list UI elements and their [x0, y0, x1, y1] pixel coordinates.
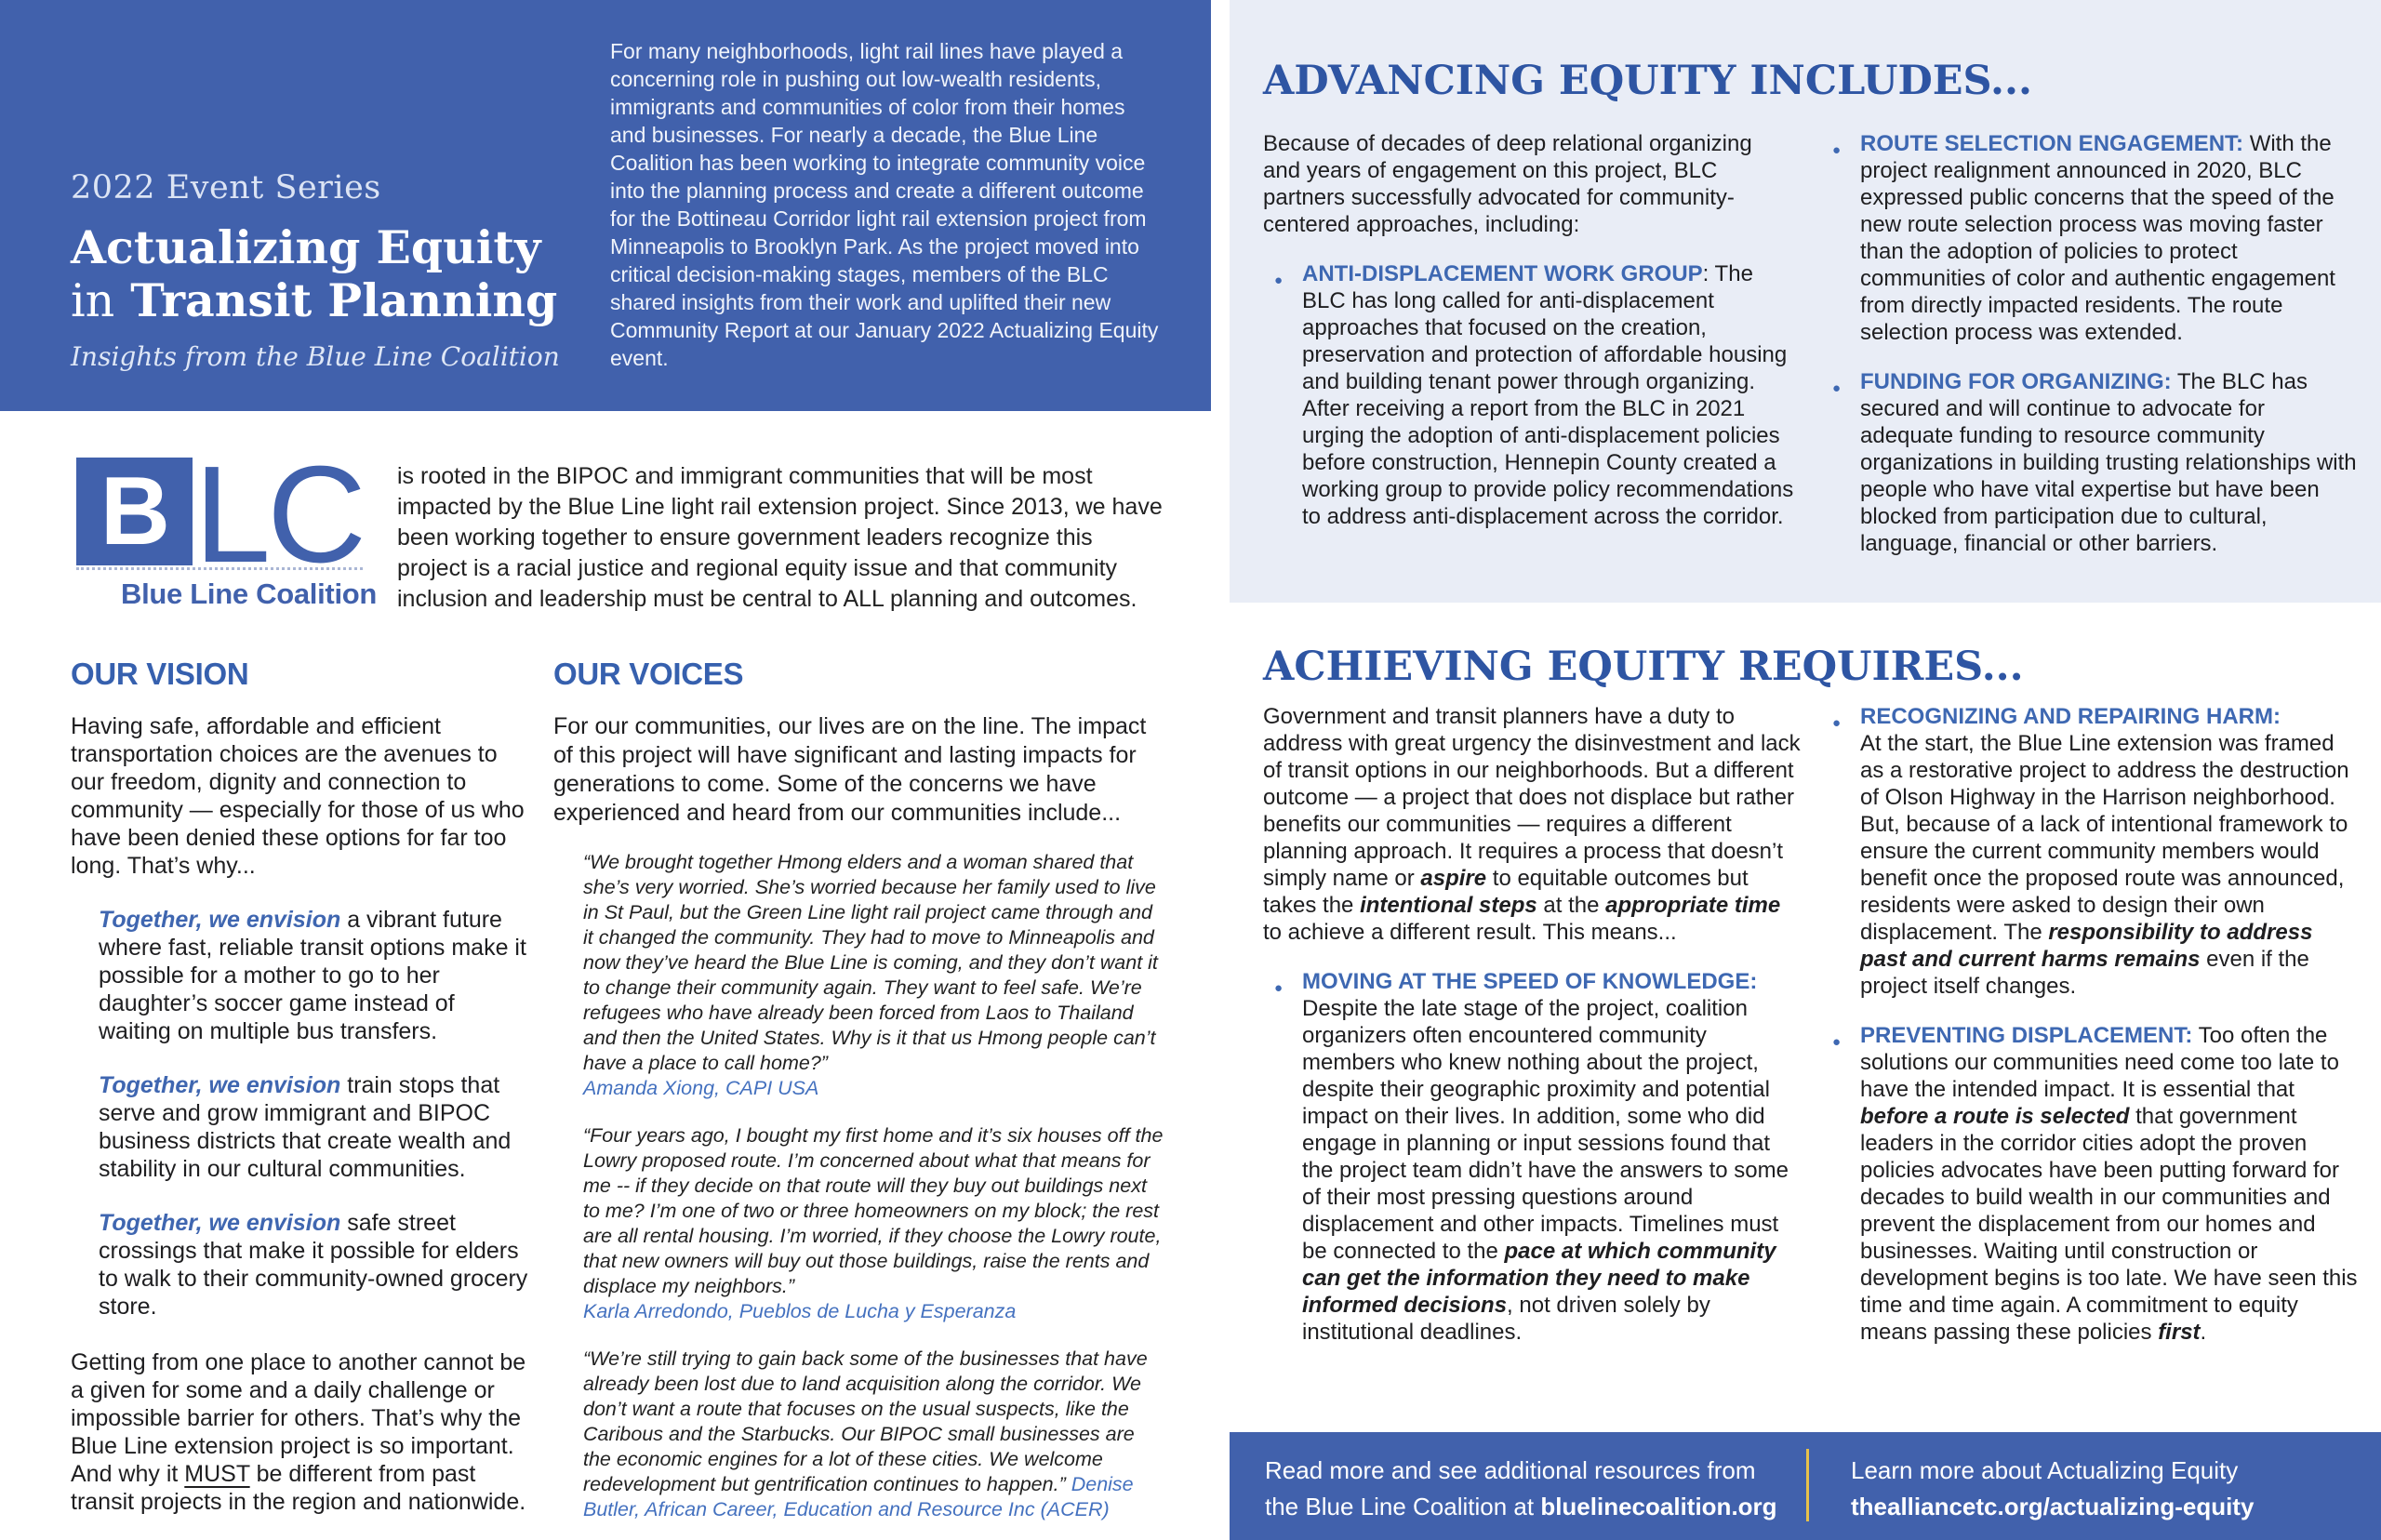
community-quote — [553, 1347, 1164, 1522]
title-line2-bold: Transit Planning — [130, 273, 558, 327]
title-block — [71, 169, 560, 372]
bullet-label: RECOGNIZING AND REPAIRING HARM: — [1860, 704, 2281, 729]
bullet-label: MOVING AT THE SPEED OF KNOWLEDGE: — [1302, 969, 1758, 994]
footer-left-line2 — [1265, 1489, 1777, 1525]
footer-bar — [1230, 1432, 2381, 1540]
bullet-icon: ● — [1832, 1034, 1842, 1050]
bullet-icon: ● — [1274, 980, 1284, 996]
blc-logo — [76, 438, 378, 611]
voices-intro-paragraph: For our communities, our lives are on the line. The impact of this project will have significant and lasting impacts for generations to come. Some of the concerns we have experienced and heard from our communities include... — [553, 713, 1147, 826]
event-series-label: 2022 Event Series — [71, 169, 381, 206]
community-quote — [553, 850, 1164, 1101]
our-voices-section — [553, 657, 1164, 1522]
quote-text: “Four years ago, I bought my first home and it’s six houses off the Lowry proposed route. I’m concerned about what that means for me -- if they decide on that route will they buy out buildings next to me? I’m one of two or three homeowners on my block; the rest are all rental housing. I’m worried, if they choose the Lowry route, that new owners will buy out those buildings, raise the rents and displace my neighbors.” — [583, 1124, 1164, 1297]
advancing-bullet-anti-displacement — [1263, 260, 1795, 530]
bullet-text: Too often the solutions our communities need come too late to have the intended impact. It is essential that before a route is selected that government leaders in the corridor cities adopt the proven policies advocates have been putting forward for decades to build wealth in our communities and prevent the displacement from our homes and businesses. Waiting until construction or development begins is too late. We have seen this time and time again. A commitment to equity means passing these policies first. — [1860, 1023, 2358, 1345]
bullet-text: The BLC has secured and will continue to advocate for adequate funding to resource community organizations in building trusting relationships with people who have vital expertise but have been blocked from participation due to cultural, language, financial or other barriers. — [1860, 369, 2357, 556]
achieving-left-column — [1263, 703, 1801, 1346]
footer-divider — [1806, 1449, 1809, 1521]
banner-intro-paragraph: For many neighborhoods, light rail lines have played a concerning role in pushing out low-wealth residents, immigrants and communities of color from their homes and businesses. For nearly a decade, the Blue Line Coalition has been working to integrate community voice into the planning process and create a different outcome for the Bottineau Corridor light rail extension project from Minneapolis to Brooklyn Park. As the project moved into critical decision-making stages, members of the BLC shared insights from their work and uplifted their new Community Report at our January 2022 Actualizing Equity event. — [610, 39, 1159, 370]
page-title — [71, 221, 560, 327]
footer-learn-more — [1851, 1453, 2254, 1525]
advancing-intro-paragraph: Because of decades of deep relational organizing and years of engagement on this project, BLC partners successfully advocated for community-centered approaches, including: — [1263, 131, 1752, 237]
blc-logo-b-mark: B — [76, 458, 193, 565]
bullet-icon: ● — [1832, 142, 1842, 158]
envision-lead: Together, we envision — [99, 1210, 341, 1236]
bullet-label: PREVENTING DISPLACEMENT: — [1860, 1023, 2193, 1048]
advancing-bullet-route-selection — [1821, 130, 2359, 346]
footer-left-line2-text: the Blue Line Coalition at — [1265, 1493, 1541, 1520]
footer-read-more — [1265, 1453, 1777, 1525]
vision-item — [71, 1071, 528, 1183]
advancing-right-column — [1821, 130, 2359, 557]
vision-item — [71, 1209, 528, 1321]
achieving-bullet-preventing-displacement — [1821, 1022, 2362, 1346]
our-vision-heading: OUR VISION — [71, 657, 249, 691]
advancing-bullet-funding — [1821, 368, 2359, 557]
envision-text: safe street crossings that make it possible for elders to walk to their community-owned grocery store. — [99, 1210, 528, 1320]
bluelinecoalition-link[interactable]: bluelinecoalition.org — [1540, 1493, 1777, 1520]
envision-lead: Together, we envision — [99, 907, 341, 933]
vision-intro-paragraph: Having safe, affordable and efficient transportation choices are the avenues to our freedom, dignity and connection to community — especially for those of us who have been denied these options for far too long. That’s why... — [71, 713, 525, 879]
blc-logo-caption: Blue Line Coalition — [121, 578, 378, 610]
title-line2-light: in — [71, 274, 115, 327]
bullet-text: : The BLC has long called for anti-displacement approaches that focused on the creation, preservation and protection of affordable housing and building tenant power through organizing. After receiving a report from the BLC in 2021 urging the adoption of anti-displacement policies before construction, Hennepin County created a working group to provide policy recommendations to address anti-displacement across the corridor. — [1302, 261, 1794, 529]
quote-text: “We’re still trying to gain back some of the businesses that have already been lost due to land acquisition along the corridor. We don’t want a route that focuses on the usual suspects, like the Caribous and the Starbucks. Our BIPOC small businesses are the economic engines for a lot of these cities. We welcome redevelopment but gentrification continues to happen.” — [583, 1348, 1148, 1495]
our-voices-heading: OUR VOICES — [553, 657, 744, 691]
bullet-text: At the start, the Blue Line extension was framed as a restorative project to address the destruction of Olson Highway in the Harrison neighborhood. But, because of a lack of intentional framework to ensure the current community members would benefit once the proposed route was announced, residents were asked to design their own displacement. The responsibility to address past and current harms remains even if the project itself changes. — [1860, 731, 2349, 999]
achieving-bullet-speed-of-knowledge — [1263, 968, 1801, 1346]
quote-text: “We brought together Hmong elders and a woman shared that she’s very worried. She’s worried because her family used to live in St Paul, but the Green Line light rail project came through and it changed the community. They had to move to Minneapolis and now they’ve heard the Blue Line is coming, and they don’t want it to change their community again. They want to feel safe. We’re refugees who have already been forced from Laos to Thailand and then the United States. Why is it that us Hmong people can’t have a place to call home?” — [583, 851, 1158, 1074]
page-subtitle: Insights from the Blue Line Coalition — [71, 341, 560, 372]
quote-attribution: Denise Butler, African Career, Education and Resource Inc (ACER) — [583, 1473, 1134, 1520]
blc-logo-letters — [76, 438, 363, 591]
envision-text: train stops that serve and grow immigrant and BIPOC business districts that create wealth and stability in our cultural communities. — [99, 1072, 512, 1182]
bullet-text: With the project realignment announced in 2020, BLC expressed public concerns that the speed of the new route selection process was moving faster than the adoption of policies to protect communities of color and authentic engagement from directly impacted residents. The route selection process was extended. — [1860, 131, 2335, 345]
community-quote — [553, 1123, 1164, 1324]
bullet-icon: ● — [1274, 272, 1284, 288]
envision-lead: Together, we envision — [99, 1072, 341, 1098]
about-blc-paragraph: is rooted in the BIPOC and immigrant communities that will be most impacted by the Blue Line light rail extension project. Since 2013, we have been working together to ensure government leaders recognize this project is a racial justice and regional equity issue and that community inclusion and leadership must be central to ALL planning and outcomes. — [397, 463, 1163, 612]
achieving-equity-heading: ACHIEVING EQUITY REQUIRES... — [1263, 644, 2024, 690]
envision-text: a vibrant future where fast, reliable transit options make it possible for a mother to go to her daughter’s soccer game instead of waiting on multiple bus transfers. — [99, 907, 526, 1044]
bullet-label: FUNDING FOR ORGANIZING: — [1860, 369, 2172, 394]
achieving-intro-paragraph: Government and transit planners have a duty to address with great urgency the disinvestment and lack of transit options in our neighborhoods. But a different outcome — a project that does not displace but rather benefits our communities — requires a different planning approach. It requires a process that doesn’t simply name or aspire to equitable outcomes but takes the intentional steps at the appropriate time to achieve a different result. This means... — [1263, 704, 1801, 945]
advancing-left-column — [1263, 130, 1795, 530]
bullet-text: Despite the late stage of the project, coalition organizers often encountered community members who knew nothing about the project, despite their geographic proximity and potential impact on their lives. In addition, some who did engage in planning or input sessions found that the project team didn’t have the answers to some of their most pressing questions around displacement and other impacts. Timelines must be connected to the pace at which community can get the information they need to make informed decisions, not driven solely by institutional deadlines. — [1302, 996, 1789, 1345]
bullet-icon: ● — [1832, 715, 1842, 731]
bullet-label: ANTI-DISPLACEMENT WORK GROUP — [1302, 261, 1703, 286]
footer-right-line1: Learn more about Actualizing Equity — [1851, 1456, 2239, 1484]
title-line1: Actualizing Equity — [71, 220, 541, 274]
thealliancetc-link[interactable]: thealliancetc.org/actualizing-equity — [1851, 1493, 2255, 1520]
our-vision-section — [71, 657, 528, 1516]
quote-attribution: Amanda Xiong, CAPI USA — [583, 1077, 819, 1099]
achieving-bullet-repairing-harm — [1821, 703, 2362, 1000]
vision-outro-paragraph: Getting from one place to another cannot be a given for some and a daily challenge or impossible barrier for others. That’s why the Blue Line extension project is so important. And why it MUST be different from past transit projects in the region and nationwide. — [71, 1349, 526, 1515]
advancing-equity-heading: ADVANCING EQUITY INCLUDES... — [1263, 58, 2032, 104]
title-banner — [0, 0, 1211, 411]
bullet-icon: ● — [1832, 380, 1842, 396]
vision-item — [71, 906, 528, 1045]
blc-logo-lc-mark: LC — [193, 438, 363, 591]
achieving-right-column — [1821, 703, 2362, 1346]
bullet-label: ROUTE SELECTION ENGAGEMENT: — [1860, 131, 2244, 156]
quote-attribution: Karla Arredondo, Pueblos de Lucha y Esperanza — [583, 1300, 1017, 1322]
footer-left-line1: Read more and see additional resources from — [1265, 1456, 1756, 1484]
